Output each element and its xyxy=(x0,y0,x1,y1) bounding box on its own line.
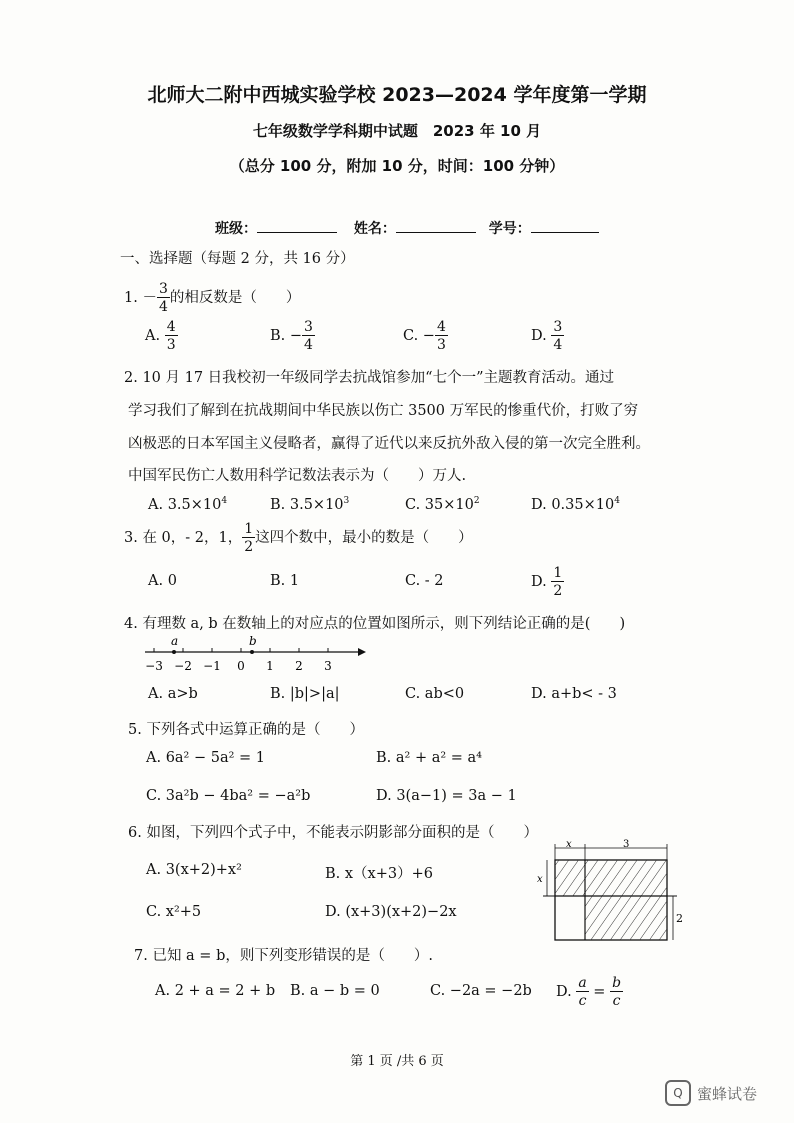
q2-line-3: 凶极恶的日本军国主义侵略者，赢得了近代以来反抗外敌入侵的第一次完全胜利。 xyxy=(128,436,650,452)
dim-x-top: x xyxy=(566,839,572,850)
q7-option-d: D. $\frac{a}{c}$ = $\frac{b}{c}$ xyxy=(556,975,622,1009)
q1-frac-num: 3 xyxy=(158,281,168,297)
shaded-top-region xyxy=(555,860,667,896)
q3-option-c: C. - 2 xyxy=(405,573,444,589)
q1-option-c: C. − $\frac{4}{3}$ xyxy=(403,319,446,353)
exam-subtitle: 七年级数学学科期中试题 2023 年 10 月 xyxy=(252,122,542,140)
q6-option-d: D. (x+3)(x+2)−2x xyxy=(325,904,457,920)
question-3: 3. 在 0，- 2，1， $\frac{1}{2}$ 这四个数中，最小的数是（ ） xyxy=(124,521,473,555)
q3-option-b: B. 1 xyxy=(270,573,300,589)
arrow-head-icon xyxy=(358,648,366,656)
id-label: 学号： xyxy=(488,221,531,237)
q1-frac-den: 4 xyxy=(158,299,168,315)
class-field[interactable] xyxy=(257,220,337,233)
section-heading: 一、选择题（每题 2 分，共 16 分） xyxy=(120,251,355,267)
q5-option-b: B. a² + a² = a⁴ xyxy=(376,750,482,766)
q3-stem-head: 3. 在 0，- 2，1， xyxy=(124,530,243,546)
q1-stem: 的相反数是（ ） xyxy=(169,290,301,306)
q4-option-d: D. a+b< - 3 xyxy=(531,686,617,702)
q1-number: 1. － xyxy=(124,290,157,306)
q7-option-b: B. a − b = 0 xyxy=(290,983,380,999)
tick-label: −3 xyxy=(145,659,163,673)
q6-option-a: A. 3(x+2)+x² xyxy=(146,862,242,878)
q1-option-d: D. $\frac{3}{4}$ xyxy=(531,319,563,353)
shaded-area-figure xyxy=(535,838,685,948)
dim-2: 2 xyxy=(676,912,683,925)
exam-school-title: 北师大二附中西城实验学校 2023—2024 学年度第一学期 xyxy=(147,84,647,106)
tick-label: 2 xyxy=(295,659,303,673)
dim-3: 3 xyxy=(623,839,630,850)
q1-option-b: B. − $\frac{3}{4}$ xyxy=(270,319,313,353)
q2-option-c: C. $35\times 10^2$ xyxy=(405,496,480,513)
q1-fraction xyxy=(157,282,170,314)
q2-line-2: 学习我们了解到在抗战期间中华民族以伤亡 3500 万军民的惨重代价，打败了穷 xyxy=(128,403,639,419)
q3-option-d: D. $\frac{1}{2}$ xyxy=(531,565,563,599)
q1-option-a: A. $\frac{4}{3}$ xyxy=(145,319,176,353)
q3-stem-tail: 这四个数中，最小的数是（ ） xyxy=(255,530,473,546)
point-a xyxy=(172,650,176,654)
number-line-figure xyxy=(140,632,370,680)
tick-label: −1 xyxy=(203,659,221,673)
shaded-bottom-region xyxy=(585,896,667,940)
q6-stem: 6. 如图，下列四个式子中，不能表示阴影部分面积的是（ ） xyxy=(128,825,538,841)
exam-meta: （总分 100 分，附加 10 分，时间：100 分钟） xyxy=(229,157,565,175)
dim-x-left: x xyxy=(537,874,543,885)
name-field[interactable] xyxy=(396,220,476,233)
q5-option-d: D. 3(a−1) = 3a − 1 xyxy=(376,788,517,804)
q7-option-c: C. −2a = −2b xyxy=(430,983,532,999)
q4-option-b: B. |b|>|a| xyxy=(270,686,340,702)
label-b: b xyxy=(249,634,257,648)
name-label: 姓名： xyxy=(353,221,396,237)
q2-option-d: D. $0.35\times 10^4$ xyxy=(531,496,620,513)
label-a: a xyxy=(171,634,179,648)
bee-logo-icon: Q xyxy=(665,1080,691,1106)
q3-option-a: A. 0 xyxy=(148,573,177,589)
watermark-text: 蜜蜂试卷 xyxy=(697,1084,758,1103)
question-1 xyxy=(124,282,300,314)
tick-label: −2 xyxy=(174,659,192,673)
q5-stem: 5. 下列各式中运算正确的是（ ） xyxy=(128,722,364,738)
tick-label: 3 xyxy=(324,659,332,673)
q4-option-a: A. a>b xyxy=(148,686,198,702)
tick-label: 0 xyxy=(237,659,245,673)
q2-line-1: 2. 10 月 17 日我校初一年级同学去抗战馆参加“七个一”主题教育活动。通过 xyxy=(124,370,614,386)
point-b xyxy=(250,650,254,654)
q2-option-b: B. $3.5\times 10^3$ xyxy=(270,496,350,513)
tick-label: 1 xyxy=(266,659,274,673)
q5-option-a: A. 6a² − 5a² = 1 xyxy=(146,750,266,766)
q7-stem: 7. 已知 a = b，则下列变形错误的是（ ）. xyxy=(134,948,433,964)
q6-option-c: C. x²+5 xyxy=(146,904,202,920)
q4-option-c: C. ab<0 xyxy=(405,686,465,702)
class-label: 班级： xyxy=(215,221,257,237)
q2-option-a: A. $3.5\times 10^4$ xyxy=(148,496,228,513)
q2-line-4: 中国军民伤亡人数用科学记数法表示为（ ）万人. xyxy=(128,468,467,484)
id-field[interactable] xyxy=(531,220,599,233)
q5-option-c: C. 3a²b − 4ba² = −a²b xyxy=(146,788,311,804)
page-footer: 第 1 页 /共 6 页 xyxy=(350,1054,444,1069)
q7-option-a: A. 2 + a = 2 + b xyxy=(155,983,276,999)
q6-option-b: B. x（x+3）+6 xyxy=(325,866,433,882)
student-info xyxy=(215,218,599,238)
q4-stem: 4. 有理数 a, b 在数轴上的对应点的位置如图所示，则下列结论正确的是( ) xyxy=(124,616,626,632)
watermark-logo xyxy=(665,1080,757,1106)
